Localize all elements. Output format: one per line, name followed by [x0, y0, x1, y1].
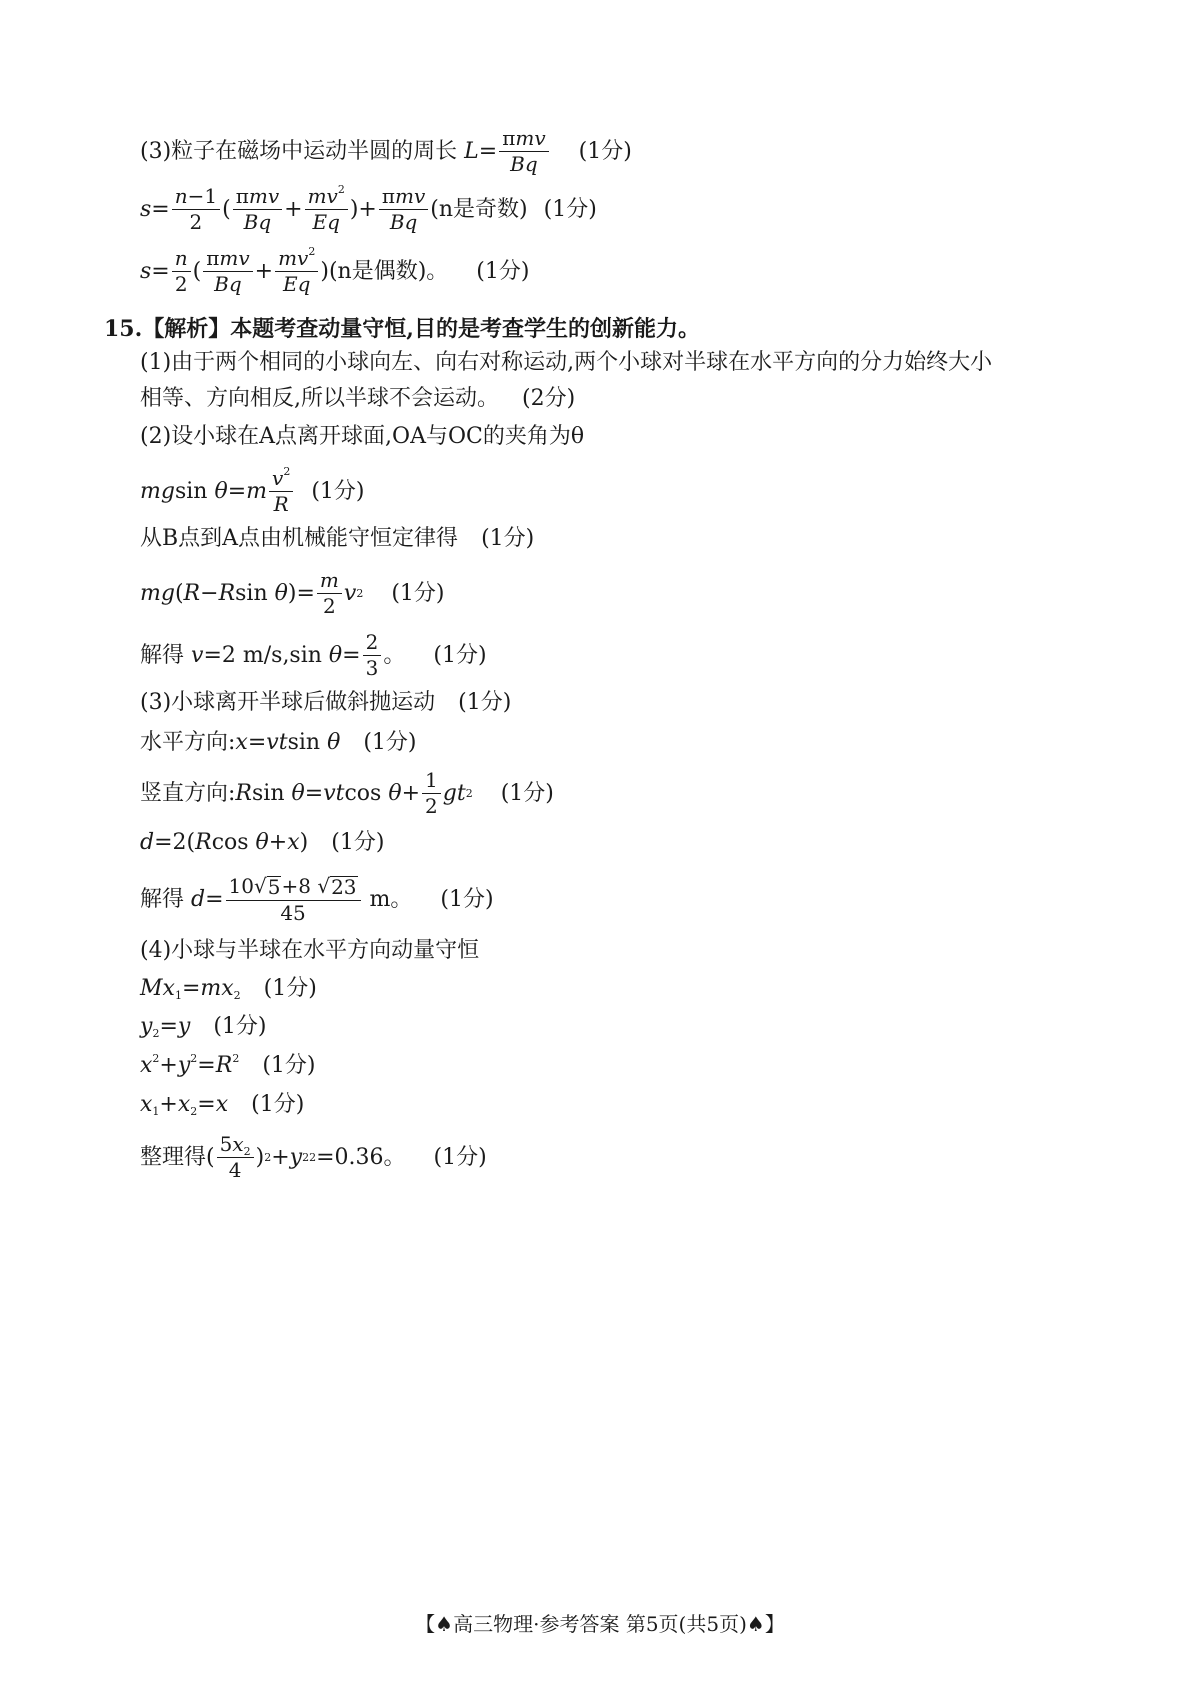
text: 解得: [140, 887, 185, 912]
part-1-line-a: [140, 352, 992, 374]
line-3-perimeter: (3)粒子在磁场中运动半圆的周长 L = $\frac{\text{πmv}}{Bq}$ (1分): [140, 126, 632, 176]
question-number: 15.: [104, 316, 143, 342]
fraction: $\frac{n}{2}$: [172, 248, 191, 295]
text: =0.36。: [316, 1144, 406, 1170]
score: (1分): [263, 976, 317, 1001]
text: 从B点到A点由机械能守恒定律得: [140, 526, 459, 551]
part-2-energy-text: [140, 528, 534, 550]
part-1-line-b: [140, 388, 575, 410]
text: (4)小球与半球在水平方向动量守恒: [140, 938, 480, 963]
text: 相等、方向相反,所以半球不会运动。: [140, 386, 499, 411]
part-3-d-eq: d=2(Rcos θ+x) (1分): [140, 830, 385, 855]
part-4-eq-circle: $x^2+y^2=R^2$ (1分): [140, 1052, 316, 1078]
score: (1分): [458, 690, 512, 715]
text: (1)由于两个相同的小球向左、向右对称运动,两个小球对半球在水平方向的分力始终大小: [140, 350, 993, 375]
score: (1分): [251, 1092, 305, 1117]
fraction: $\frac{1}{2}$: [422, 770, 441, 817]
note: (n是奇数): [430, 196, 528, 222]
part-2-result: 解得 v =2 m/s,sin θ = $\frac{2}{3}$ 。 (1分): [140, 630, 487, 680]
line-s-even: s = $\frac{n}{2}$ ( $\frac{\text{πmv}}{Bq}$ + $\frac{mv^2}{Eq}$ ) (n是偶数)。 (1分): [140, 245, 530, 296]
score: (1分): [481, 526, 535, 551]
score: (1分): [543, 196, 597, 222]
part-4-header: [140, 940, 479, 962]
fraction: $\frac{\text{πmv}}{Bq}$: [233, 186, 282, 233]
line-s-odd: s = $\frac{n-1}{2}$ ( $\frac{\text{πmv}}{Bq}$ + $\frac{mv^2}{Eq}$ )+ $\frac{\text{πmv}}{Bq}$ (n是奇数) (1分): [140, 183, 597, 234]
part-4-eq-momentum: $Mx_1=mx_2$ (1分): [140, 976, 317, 1002]
part-4-result: 整理得 ( $\frac{5x_2}{4}$ ) 2 + y 2 2 =0.36。 (1分): [140, 1132, 487, 1182]
part-2-eq-centripetal: mg sin θ = m $\frac{v^2}{R}$ (1分): [140, 465, 365, 516]
fraction: $\frac{\text{πmv}}{Bq}$: [379, 186, 428, 233]
score: (1分): [433, 642, 487, 668]
fraction: $\frac{2}{3}$: [363, 632, 382, 679]
page-footer: [0, 1608, 1200, 1637]
footer-text: 高三物理·参考答案 第5页(共5页): [453, 1612, 747, 1636]
score: (1分): [391, 580, 445, 606]
fraction: $\frac{\text{πmv}}{Bq}$: [499, 128, 548, 175]
spade-icon: ♠: [435, 1612, 454, 1636]
score: (1分): [476, 258, 530, 284]
fraction: $\frac{mv^2}{Eq}$: [275, 248, 318, 295]
part-3-horizontal: 水平方向:x=vtsin θ (1分): [140, 730, 417, 755]
text: 竖直方向:: [140, 780, 236, 806]
part-2-header: [140, 426, 584, 448]
text: 水平方向:: [140, 730, 236, 755]
part-3-vertical: 竖直方向: R sin θ = vt cos θ + $\frac{1}{2}$ gt 2 (1分): [140, 768, 554, 818]
score: (1分): [213, 1014, 267, 1039]
footer-left-bracket: 【: [415, 1612, 436, 1636]
fraction: $\frac{5x_2}{4}$: [217, 1134, 254, 1181]
fraction: 10 √ 5 +8 √ 23 45: [226, 876, 361, 924]
score: (1分): [578, 138, 632, 164]
score: (2分): [522, 386, 576, 411]
question-15-header: [104, 318, 700, 340]
score: (1分): [311, 478, 365, 504]
score: (1分): [262, 1053, 316, 1078]
note: (n是偶数)。: [328, 258, 449, 284]
text: 整理得: [140, 1144, 207, 1170]
footer-right-bracket: 】: [764, 1612, 785, 1636]
part-2-eq-energy: mg ( R − R sin θ )= $\frac{m}{2}$ v 2 (1分): [140, 568, 445, 618]
part-4-eq-y: $y_2=y$ (1分): [140, 1014, 267, 1040]
fraction: $\frac{\text{πmv}}{Bq}$: [203, 248, 252, 295]
part-3-header: [140, 692, 511, 714]
score: (1分): [440, 887, 494, 912]
text: 解得: [140, 642, 185, 668]
fraction: $\frac{v^2}{R}$: [269, 468, 293, 515]
fraction: $\frac{mv^2}{Eq}$: [305, 186, 348, 233]
fraction: $\frac{m}{2}$: [317, 570, 342, 617]
analysis-heading: 【解析】本题考查动量守恒,目的是考查学生的创新能力。: [142, 316, 700, 342]
text-label: (3)粒子在磁场中运动半圆的周长: [140, 138, 458, 164]
score: (1分): [331, 830, 385, 855]
text: (3)小球离开半球后做斜抛运动: [140, 690, 436, 715]
score: (1分): [500, 780, 554, 806]
fraction: $\frac{n-1}{2}$: [172, 186, 220, 233]
spade-icon: ♠: [746, 1612, 765, 1636]
part-3-result: 解得 d = 10 √ 5 +8 √ 23 45 m。 (1分): [140, 874, 494, 925]
score: (1分): [433, 1144, 487, 1170]
text: (2)设小球在A点离开球面,OA与OC的夹角为θ: [140, 424, 585, 449]
part-4-eq-sum: $x_1+x_2=x$ (1分): [140, 1092, 305, 1118]
score: (1分): [363, 730, 417, 755]
